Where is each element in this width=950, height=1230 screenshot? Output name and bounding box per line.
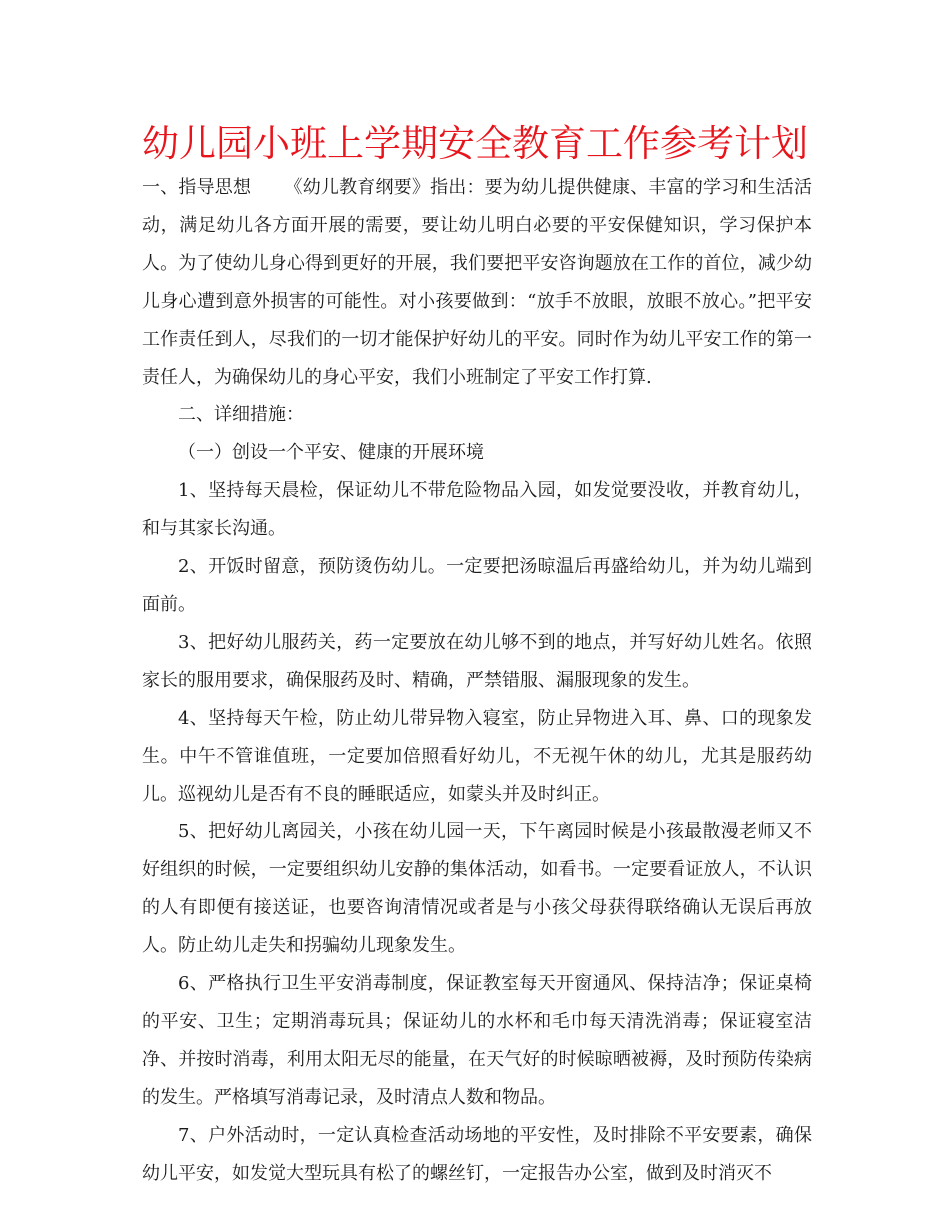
paragraph-item-3: 3、把好幼儿服药关，药一定要放在幼儿够不到的地点，并写好幼儿姓名。依照家长的服用要求，确保服药及时、精确，严禁错服、漏服现象的发生。 xyxy=(142,631,812,691)
paragraph-item-1: 1、坚持每天晨检，保证幼儿不带危险物品入园，如发觉要没收，并教育幼儿，和与其家长沟通。 xyxy=(142,480,812,540)
paragraph-guiding-thought: 一、指导思想 《幼儿教育纲要》指出：要为幼儿提供健康、丰富的学习和生活活动，满足幼儿各方面开展的需要，要让幼儿明白必要的平安保健知识，学习保护本人。为了使幼儿身心得到更好的开展，我们要把平安咨询题放在工作的首位，减少幼儿身心遭到意外损害的可能性。对小孩要做到：“放手不放眼，放眼不放心。”把平安工作责任到人，尽我们的一切才能保护好幼儿的平安。同时作为幼儿平安工作的第一责任人，为确保幼儿的身心平安，我们小班制定了平安工作打算. xyxy=(142,177,812,388)
paragraph-item-6: 6、严格执行卫生平安消毒制度，保证教室每天开窗通风、保持洁净；保证桌椅的平安、卫生；定期消毒玩具；保证幼儿的水杯和毛巾每天清洗消毒；保证寝室洁净、并按时消毒，利用太阳无尽的能量，在天气好的时候晾晒被褥，及时预防传染病的发生。严格填写消毒记录，及时清点人数和物品。 xyxy=(142,973,812,1108)
paragraph-item-5: 5、把好幼儿离园关，小孩在幼儿园一天，下午离园时候是小孩最散漫老师又不好组织的时候，一定要组织幼儿安静的集体活动，如看书。一定要看证放人，不认识的人有即便有接送证，也要咨询清情况或者是与小孩父母获得联络确认无误后再放人。防止幼儿走失和拐骗幼儿现象发生。 xyxy=(142,821,812,957)
paragraph-item-2: 2、开饭时留意，预防烫伤幼儿。一定要把汤晾温后再盛给幼儿，并为幼儿端到面前。 xyxy=(142,556,812,615)
document-body xyxy=(142,169,812,1192)
paragraph-environment-heading: （一）创设一个平安、健康的开展环境 xyxy=(178,442,484,464)
document-title: 幼儿园小班上学期安全教育工作参考计划 xyxy=(142,122,808,165)
paragraph-measures-heading: 二、详细措施： xyxy=(178,404,304,426)
paragraph-item-4: 4、坚持每天午检，防止幼儿带异物入寝室，防止异物进入耳、鼻、口的现象发生。中午不管谁值班，一定要加倍照看好幼儿，不无视午休的幼儿，尤其是服药幼儿。巡视幼儿是否有不良的睡眠适应，如蒙头并及时纠正。 xyxy=(142,707,812,805)
paragraph-item-7: 7、户外活动时，一定认真检查活动场地的平安性，及时排除不平安要素，确保幼儿平安，如发觉大型玩具有松了的螺丝钉，一定报告办公室，做到及时消灭不 xyxy=(142,1124,812,1184)
